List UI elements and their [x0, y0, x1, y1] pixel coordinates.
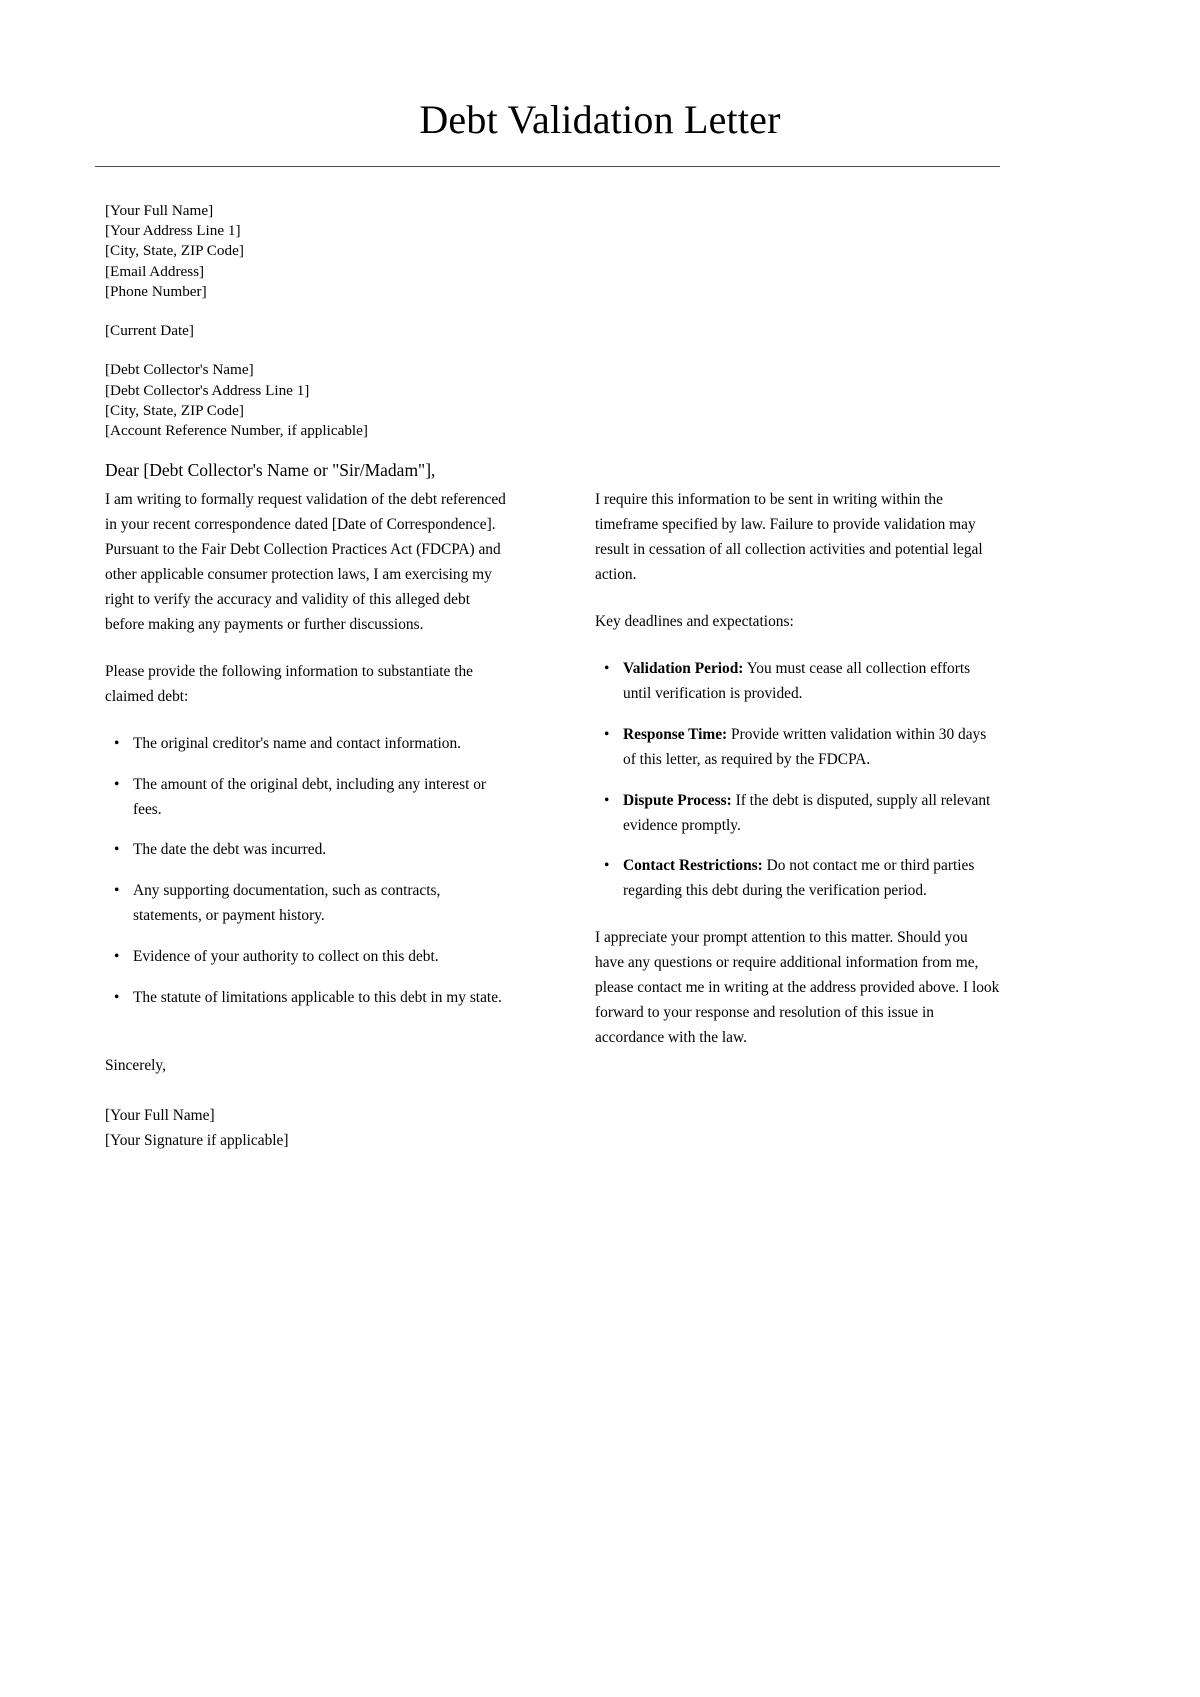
list-item [623, 789, 1000, 839]
page-title: Debt Validation Letter [419, 97, 781, 142]
list-item-label: Validation Period: [623, 659, 744, 677]
list-item: • The date the debt was incurred. [133, 838, 510, 863]
list-item [623, 854, 1000, 904]
letterhead [0, 167, 1200, 441]
list-item: • The amount of the original debt, including any interest or fees. [133, 773, 510, 823]
requested-items-list [105, 732, 510, 1012]
recipient-line: [Account Reference Number, if applicable] [105, 421, 368, 439]
sender-line: [Your Address Line 1] [105, 222, 241, 240]
recipient-line: [Debt Collector's Name] [105, 361, 254, 379]
deadlines-list [595, 657, 1000, 905]
sender-line: [Your Full Name] [105, 202, 214, 219]
sign-off [105, 1054, 535, 1079]
spacer [105, 341, 1200, 360]
recipient-line: [Debt Collector's Address Line 1] [105, 381, 310, 399]
list-item-text: If the debt is disputed, supply all relevant evidence promptly. [623, 791, 991, 834]
salutation: Dear [Debt Collector's Name or "Sir/Madam"], [105, 460, 436, 481]
left-column [105, 488, 510, 1033]
list-item-text: Provide written validation within 30 days of this letter, as required by the FDCPA. [623, 725, 987, 768]
left-paragraph-1: I am writing to formally request validation of the debt referenced in your recent correspondence dated [Date of Correspondence]. Pursuant to the Fair Debt Collection Practices Act (FDCPA) and other applicable consumer protection laws, I am exercising my right to verify the accuracy and validity of this alleged debt before making any payments or further discussions. [105, 491, 506, 633]
signature-line: [Your Signature if applicable] [105, 1131, 289, 1149]
sender-line: [Email Address] [105, 262, 205, 280]
list-item: • The original creditor's name and contact information. [133, 732, 510, 757]
signature-line: [Your Full Name] [105, 1107, 215, 1124]
list-item [623, 723, 1000, 773]
left-paragraph-2: Please provide the following information to substantiate the claimed debt: [105, 662, 474, 705]
list-item: • Evidence of your authority to collect on this debt. [133, 945, 510, 970]
right-paragraph-1: I require this information to be sent in writing within the timeframe specified by law. Failure to provide validation may result in cessation of all collection activities and potential legal action. [595, 491, 983, 583]
right-paragraph-3: I appreciate your prompt attention to this matter. Should you have any questions or require additional information from me, please contact me in writing at the address provided above. I look forward to your response and resolution of this issue in accordance with the law. [595, 929, 1000, 1047]
list-item: • The statute of limitations applicable to this debt in my state. [133, 986, 510, 1011]
sender-line: [Phone Number] [105, 282, 207, 300]
list-item-label: Response Time: [623, 725, 728, 743]
sender-line: [City, State, ZIP Code] [105, 242, 244, 260]
sign-off-text: Sincerely, [105, 1057, 166, 1074]
list-item: • Any supporting documentation, such as contracts, statements, or payment history. [133, 879, 510, 929]
letter-date: [Current Date] [105, 322, 194, 340]
list-item [623, 657, 1000, 707]
list-item-label: Dispute Process: [623, 791, 732, 809]
list-item-label: Contact Restrictions: [623, 857, 763, 875]
right-column [595, 488, 1000, 1073]
list-item-text: You must cease all collection efforts until verification is provided. [623, 659, 971, 702]
spacer [105, 302, 1200, 321]
list-item-text: Do not contact me or third parties regarding this debt during the verification period. [623, 857, 975, 900]
recipient-line: [City, State, ZIP Code] [105, 401, 244, 419]
right-paragraph-2: Key deadlines and expectations: [595, 612, 794, 630]
signature-block [105, 1104, 535, 1154]
